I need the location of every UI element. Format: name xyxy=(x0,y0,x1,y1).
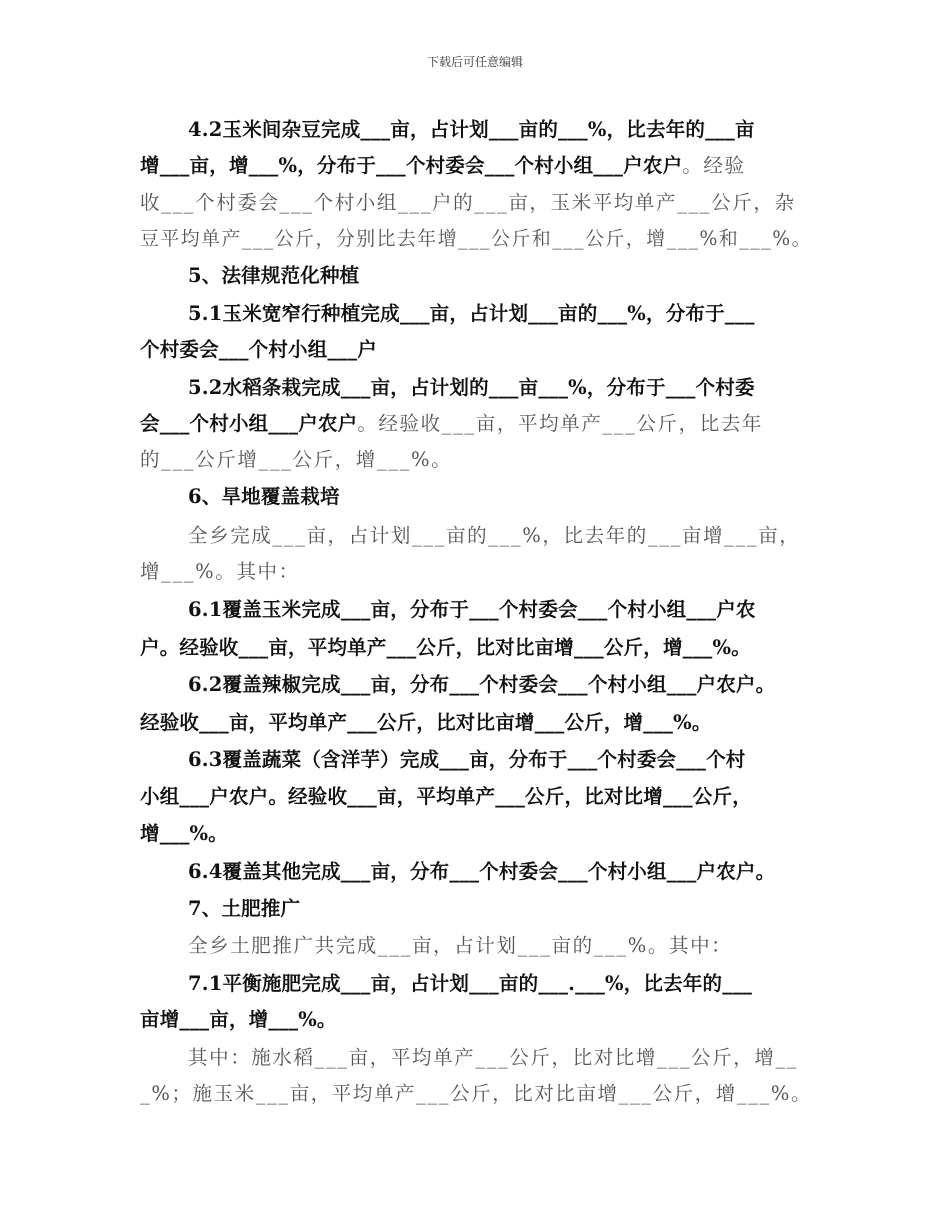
text-line xyxy=(140,408,763,436)
line-text: 其中：施水稻___亩，平均单产___公斤，比对比增___公斤，增__ xyxy=(188,1046,799,1069)
line-text: 6.3覆盖蔬菜（含洋芋）完成___亩，分布于___个村委会___个村 xyxy=(188,748,746,771)
text-line xyxy=(188,930,732,958)
line-tail-text: 。经验收___亩，平均单产___公斤，比去年 xyxy=(357,412,764,435)
line-text: 的___公斤增___公斤，增___%。 xyxy=(140,448,453,471)
line-text: _%；施玉米___亩，平均单产___公斤，比对比亩增___公斤，增___%。 xyxy=(140,1082,813,1105)
line-text: 全乡完成___亩，占计划___亩的___%，比去年的___亩增___亩， xyxy=(188,524,801,547)
text-line xyxy=(188,372,755,400)
line-text: 收___个村委会___个村小组___户的___亩，玉米平均单产___公斤，杂 xyxy=(140,191,796,214)
line-text: 6、旱地覆盖栽培 xyxy=(188,485,340,508)
line-text: 6.2覆盖辣椒完成___亩，分布___个村委会___个村小组___户农户。 xyxy=(188,673,776,696)
line-text: 5.2水稻条栽完成___亩，占计划的___亩___%，分布于___个村委 xyxy=(188,376,755,399)
text-line xyxy=(188,893,300,921)
line-text: 经验收___亩，平均单产___公斤，比对比亩增___公斤，增___%。 xyxy=(140,711,712,734)
text-line xyxy=(140,556,300,584)
text-line xyxy=(140,150,746,178)
line-text: 豆平均单产___公斤，分别比去年增___公斤和___公斤，增___%和___%。 xyxy=(140,227,813,250)
text-line xyxy=(140,1004,337,1032)
text-line xyxy=(140,781,752,809)
text-line xyxy=(140,444,452,472)
line-tail-text: 。经验 xyxy=(682,154,746,177)
text-line xyxy=(188,260,359,288)
text-line xyxy=(188,594,756,622)
line-text: 个村委会___个村小组___户 xyxy=(140,338,378,361)
text-line xyxy=(188,856,775,884)
text-line xyxy=(140,223,812,251)
line-text: 增___亩，增___%，分布于___个村委会___个村小组___户农户 xyxy=(140,154,683,177)
line-text: 会___个村小组___户农户 xyxy=(140,412,358,435)
text-line xyxy=(188,481,340,509)
line-text: 7、土肥推广 xyxy=(188,897,301,920)
line-text: 亩增___亩，增___%。 xyxy=(140,1008,337,1031)
text-line xyxy=(140,818,228,846)
text-line xyxy=(140,1078,812,1106)
line-text: 7.1平衡施肥完成___亩，占计划___亩的___.___%，比去年的___ xyxy=(188,972,753,995)
text-line xyxy=(140,187,796,215)
line-text: 小组___户农户。经验收___亩，平均单产___公斤，比对比增___公斤， xyxy=(140,785,752,808)
text-line xyxy=(140,632,751,660)
text-line xyxy=(188,1042,798,1070)
text-line xyxy=(188,669,775,697)
text-line xyxy=(188,114,755,142)
line-text: 全乡土肥推广共完成___亩，占计划___亩的___%。其中： xyxy=(188,934,733,957)
line-text: 4.2玉米间杂豆完成___亩，占计划___亩的___%，比去年的___亩 xyxy=(188,118,755,141)
line-text: 6.4覆盖其他完成___亩，分布___个村委会___个村小组___户农户。 xyxy=(188,860,776,883)
text-line xyxy=(140,334,377,362)
line-text: 户。经验收___亩，平均单产___公斤，比对比亩增___公斤，增___%。 xyxy=(140,636,751,659)
line-text: 5、法律规范化种植 xyxy=(188,264,360,287)
text-line xyxy=(140,707,712,735)
text-line xyxy=(188,298,755,326)
line-text: 6.1覆盖玉米完成___亩，分布于___个村委会___个村小组___户农 xyxy=(188,598,756,621)
line-text: 增___%。其中： xyxy=(140,560,300,583)
line-text: 5.1玉米宽窄行种植完成___亩，占计划___亩的___%，分布于___ xyxy=(188,302,755,325)
text-line xyxy=(188,744,745,772)
page-header: 下载后可任意编辑 xyxy=(426,55,523,69)
text-line xyxy=(188,968,752,996)
line-text: 增___%。 xyxy=(140,822,228,845)
text-line xyxy=(188,520,800,548)
